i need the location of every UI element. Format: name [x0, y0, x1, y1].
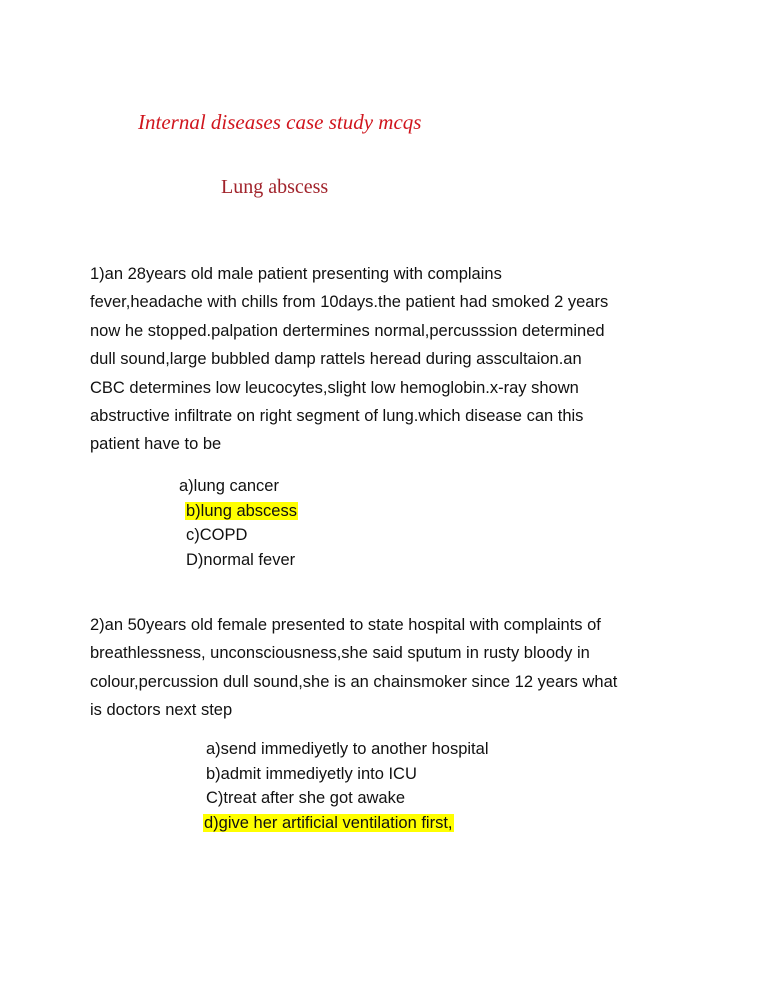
document-subtitle: Lung abscess	[221, 176, 329, 198]
option-d: D)normal fever	[186, 550, 296, 569]
question-1-text	[90, 260, 608, 459]
option-d-correct: d)give her artificial ventilation first,	[204, 813, 453, 832]
option-b-correct: b)lung abscess	[186, 501, 297, 520]
question-line: patient have to be	[90, 435, 222, 454]
question-line: abstructive infiltrate on right segment of lung.which disease can this	[90, 406, 584, 425]
option-c: C)treat after she got awake	[206, 789, 406, 808]
question-2-text	[90, 611, 617, 725]
option-b: b)admit immediyetly into ICU	[206, 764, 417, 783]
question-line: now he stopped.palpation dertermines normal,percusssion determined	[90, 321, 605, 340]
question-line: 1)an 28years old male patient presenting with complains	[90, 265, 502, 283]
question-line: colour,percussion dull sound,she is an chainsmoker since 12 years what	[90, 672, 618, 691]
option-c: c)COPD	[186, 526, 248, 545]
question-1-options	[179, 474, 298, 572]
question-line: breathlessness, unconsciousness,she said sputum in rusty bloody in	[90, 644, 590, 663]
option-a: a)send immediyetly to another hospital	[206, 740, 489, 758]
question-line: CBC determines low leucocytes,slight low hemoglobin.x-ray shown	[90, 378, 579, 397]
question-2-options	[206, 737, 488, 835]
option-a: a)lung cancer	[179, 477, 279, 495]
question-line: 2)an 50years old female presented to state hospital with complaints of	[90, 616, 601, 634]
document-title: Internal diseases case study mcqs	[138, 110, 422, 134]
question-line: dull sound,large bubbled damp rattels heread during asscultaion.an	[90, 350, 582, 369]
question-line: is doctors next step	[90, 701, 233, 720]
question-line: fever,headache with chills from 10days.the patient had smoked 2 years	[90, 293, 609, 312]
